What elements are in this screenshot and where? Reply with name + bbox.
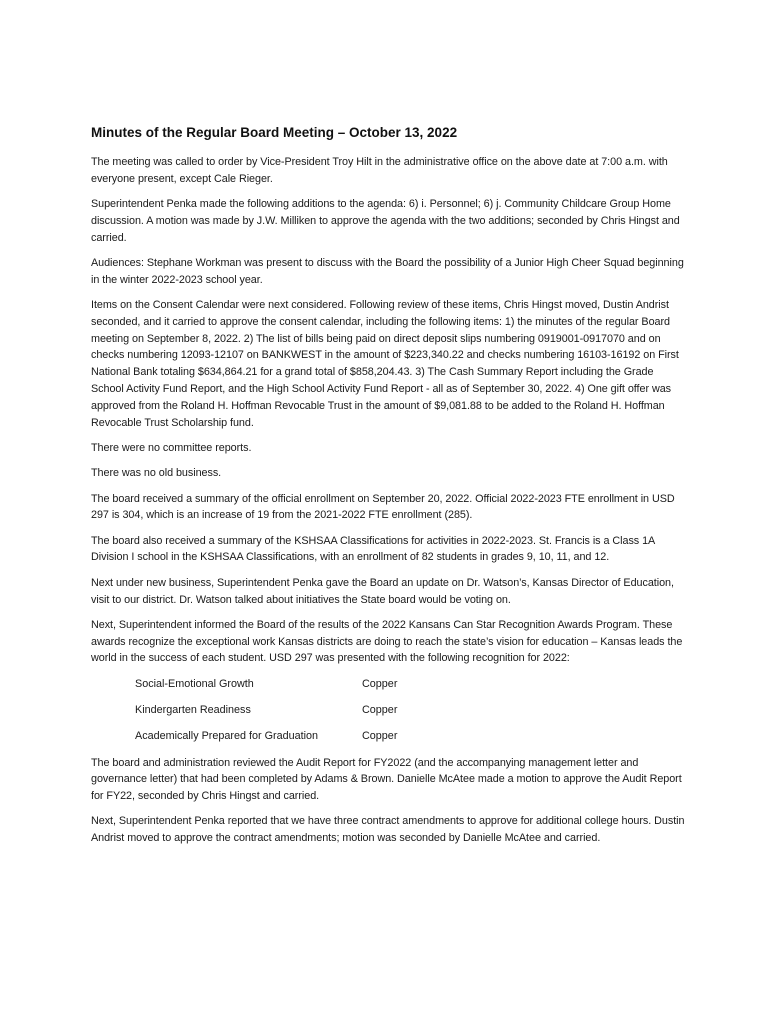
paragraph-contract-amendments: Next, Superintendent Penka reported that we have three contract amendments to approve for additional college hours. Dustin Andrist moved to approve the contract amendments; motion was seconded by Danielle McAtee and carried.	[91, 815, 685, 845]
award-row	[135, 676, 685, 693]
paragraph-committee-reports: There were no committee reports.	[91, 441, 252, 454]
paragraph-kshsaa: The board also received a summary of the KSHSAA Classifications for activities in 2022-2023. St. Francis is a Class 1A Division I school in the KSHSAA Classifications, with an enrollment of 82 students in grades 9, 10, 11, and 12.	[91, 534, 655, 564]
award-level: Copper	[362, 730, 398, 743]
paragraph-audiences: Audiences: Stephane Workman was present to discuss with the Board the possibility of a Junior High Cheer Squad beginning in the winter 2022-2023 school year.	[91, 256, 684, 286]
award-level: Copper	[362, 704, 398, 717]
paragraph-star-recognition: Next, Superintendent informed the Board of the results of the 2022 Kansans Can Star Recognition Awards Program. These awards recognize the exceptional work Kansas districts are doing to reach the state’s vision for education – Kansas leads the world in the success of each student. USD 297 was presented with the following recognition for 2022:	[91, 618, 683, 665]
award-name: Kindergarten Readiness	[135, 704, 251, 717]
paragraph-new-business: Next under new business, Superintendent Penka gave the Board an update on Dr. Watson’s, Kansas Director of Education, visit to our district. Dr. Watson talked about initiatives the State board would be voting on.	[91, 576, 674, 606]
paragraph-old-business: There was no old business.	[91, 467, 222, 480]
document-title: Minutes of the Regular Board Meeting – October 13, 2022	[91, 125, 458, 140]
awards-list	[135, 676, 685, 745]
award-name: Social-Emotional Growth	[135, 678, 254, 691]
award-row	[135, 728, 685, 745]
document-page	[91, 124, 685, 855]
award-level: Copper	[362, 678, 398, 691]
paragraph-audit-report: The board and administration reviewed the Audit Report for FY2022 (and the accompanying management letter and governance letter) that had been completed by Adams & Brown. Danielle McAtee made a motion to approve the Audit Report for FY22, seconded by Chris Hingst and carried.	[91, 756, 682, 803]
paragraph-consent-calendar: Items on the Consent Calendar were next considered. Following review of these items, Chris Hingst moved, Dustin Andrist seconded, and it carried to approve the consent calendar, including the following items: 1) the minutes of the regular Board meeting on September 8, 2022. 2) The list of bills being paid on direct deposit slips numbering 0919001-0917070 and on checks numbering 12093-12107 on BANKWEST in the amount of $223,340.22 and checks numbering 16103-16192 on First National Bank totaling $634,864.21 for a grand total of $858,204.43. 3) The Cash Summary Report including the Grade School Activity Fund Report, and the High School Activity Fund Report - all as of September 30, 2022. 4) One gift offer was approved from the Roland H. Hoffman Revocable Trust in the amount of $9,081.88 to be added to the Roland H. Hoffman Revocable Trust Scholarship fund.	[91, 299, 679, 429]
paragraph-agenda-additions: Superintendent Penka made the following additions to the agenda: 6) i. Personnel; 6) j. Community Childcare Group Home discussion. A motion was made by J.W. Milliken to approve the agenda with the two additions; seconded by Chris Hingst and carried.	[91, 198, 680, 244]
award-row	[135, 702, 685, 719]
paragraph-enrollment: The board received a summary of the official enrollment on September 20, 2022. Official 2022-2023 FTE enrollment in USD 297 is 304, which is an increase of 19 from the 2021-2022 FTE enrollment (285).	[91, 492, 675, 522]
award-name: Academically Prepared for Graduation	[135, 730, 319, 743]
paragraph-call-to-order: The meeting was called to order by Vice-President Troy Hilt in the administrative office on the above date at 7:00 a.m. with everyone present, except Cale Rieger.	[91, 156, 668, 185]
